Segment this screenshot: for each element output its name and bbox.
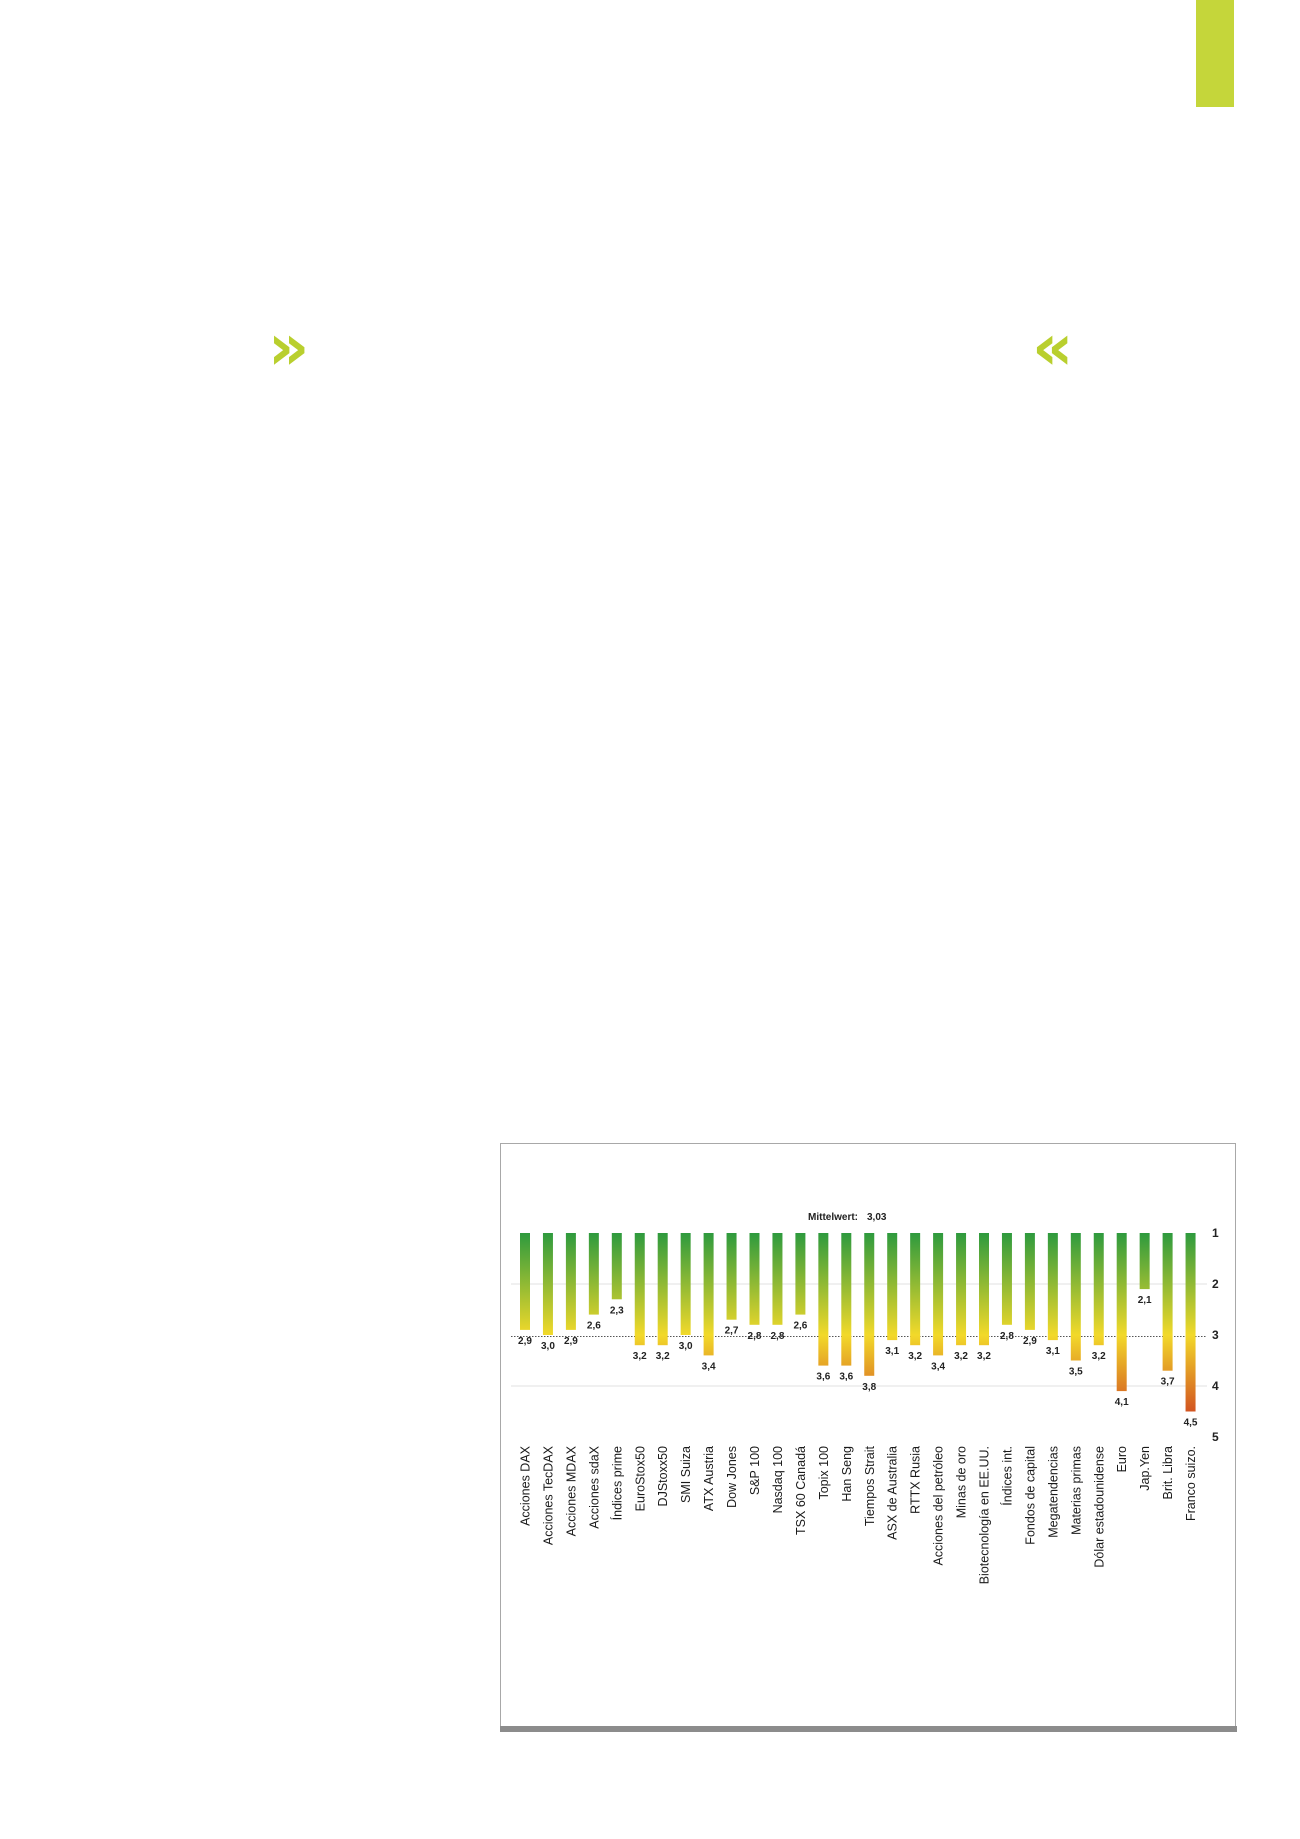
y-tick-label: 5 <box>1212 1430 1219 1444</box>
category-labels <box>519 1445 1199 1584</box>
y-tick-label: 3 <box>1212 1328 1219 1342</box>
value-label: 2,8 <box>999 1330 1014 1342</box>
bar <box>841 1233 851 1366</box>
category-label: Acciones sdaX <box>587 1446 602 1529</box>
bar <box>887 1233 897 1340</box>
chart-frame <box>500 1143 1236 1729</box>
value-label: 2,6 <box>586 1320 601 1332</box>
bar <box>1071 1233 1081 1361</box>
bar <box>658 1233 668 1345</box>
bar <box>1025 1233 1035 1330</box>
bar <box>1002 1233 1012 1325</box>
value-label: 2,9 <box>1022 1335 1037 1347</box>
category-label: Acciones TecDAX <box>541 1446 556 1546</box>
bar <box>1186 1233 1196 1412</box>
bar <box>1117 1233 1127 1391</box>
value-label: 3,4 <box>701 1361 716 1373</box>
value-label: 3,2 <box>1091 1351 1106 1363</box>
value-label: 3,2 <box>977 1351 991 1363</box>
y-tick-label: 2 <box>1212 1277 1219 1291</box>
category-label: TSX 60 Canadá <box>793 1446 808 1535</box>
bars <box>520 1233 1196 1412</box>
category-label: SMI Suiza <box>679 1446 694 1503</box>
bar <box>1094 1233 1104 1345</box>
category-label: S&P 100 <box>748 1446 762 1496</box>
bar <box>750 1233 760 1325</box>
bar <box>704 1233 714 1355</box>
bar <box>1048 1233 1058 1340</box>
bar <box>1163 1233 1173 1371</box>
mean-value: 3,03 <box>867 1212 887 1223</box>
bar <box>612 1233 622 1299</box>
category-label: Fondos de capital <box>1023 1446 1038 1545</box>
bar <box>910 1233 920 1345</box>
bar <box>635 1233 645 1345</box>
bar <box>979 1233 989 1345</box>
bar <box>520 1233 530 1330</box>
value-label: 2,1 <box>1137 1295 1152 1307</box>
value-label: 3,0 <box>678 1341 693 1352</box>
value-label: 2,3 <box>609 1305 624 1317</box>
bar <box>818 1233 828 1366</box>
bar <box>864 1233 874 1376</box>
accent-tab <box>1196 0 1234 107</box>
category-label: ASX de Australia <box>885 1446 900 1540</box>
value-label: 4,5 <box>1183 1417 1198 1429</box>
category-label: RTTX Rusia <box>908 1446 923 1514</box>
category-label: EuroStox50 <box>633 1446 648 1512</box>
value-label: 3,6 <box>816 1371 831 1383</box>
value-label: 3,2 <box>632 1351 647 1363</box>
category-label: Dow Jones <box>725 1446 740 1508</box>
category-label: Acciones del petróleo <box>931 1446 946 1566</box>
category-label: Materias primas <box>1069 1446 1084 1535</box>
category-label: Brit. Libra <box>1161 1446 1176 1500</box>
category-label: Minas de oro <box>954 1446 969 1519</box>
close-quote-mark: « <box>1032 311 1074 385</box>
category-label: DJStoxx50 <box>656 1446 671 1507</box>
category-label: Índices prime <box>610 1446 625 1521</box>
open-quote-mark: » <box>268 311 310 385</box>
category-label: ATX Austria <box>702 1446 717 1512</box>
bar <box>681 1233 691 1335</box>
category-label: Topix 100 <box>816 1446 831 1500</box>
bar <box>543 1233 553 1335</box>
category-label: Euro <box>1115 1446 1130 1473</box>
value-label: 3,6 <box>839 1371 854 1383</box>
value-label: 2,9 <box>518 1335 532 1347</box>
value-label: 3,2 <box>954 1351 969 1363</box>
bar <box>772 1233 782 1325</box>
bar <box>566 1233 576 1330</box>
bar <box>933 1233 943 1355</box>
category-label: Acciones DAX <box>518 1446 533 1526</box>
category-label: Acciones MDAX <box>564 1446 579 1537</box>
value-label: 3,2 <box>655 1351 670 1363</box>
bar <box>956 1233 966 1345</box>
value-label: 2,8 <box>747 1330 762 1342</box>
bar <box>589 1233 599 1315</box>
y-tick-label: 1 <box>1212 1226 1219 1240</box>
category-label: Índices int. <box>1000 1446 1015 1506</box>
value-label: 3,1 <box>885 1346 900 1358</box>
value-label: 4,1 <box>1114 1397 1129 1409</box>
chart-base-line <box>500 1726 1237 1732</box>
value-label: 3,5 <box>1068 1366 1083 1378</box>
bar-chart <box>501 1144 1235 1728</box>
category-label: Nasdaq 100 <box>770 1446 785 1514</box>
value-label: 3,1 <box>1045 1346 1060 1358</box>
value-label: 2,6 <box>793 1320 808 1332</box>
value-label: 3,8 <box>862 1381 877 1393</box>
value-label: 3,2 <box>908 1351 923 1363</box>
bar <box>1140 1233 1150 1289</box>
category-label: Han Seng <box>839 1446 854 1502</box>
category-label: Franco suizo. <box>1184 1446 1199 1522</box>
mean-annotation <box>808 1212 887 1223</box>
value-label: 2,8 <box>770 1330 785 1342</box>
y-tick-label: 4 <box>1212 1379 1219 1393</box>
bar <box>727 1233 737 1320</box>
value-label: 2,7 <box>724 1325 739 1337</box>
bar <box>795 1233 805 1315</box>
value-label: 3,0 <box>540 1341 555 1352</box>
category-label: Biotecnología en EE.UU. <box>977 1446 992 1585</box>
category-label: Dólar estadounidense <box>1092 1446 1107 1568</box>
mean-label: Mittelwert: <box>808 1212 858 1223</box>
y-axis-ticks <box>1212 1226 1219 1444</box>
category-label: Jap.Yen <box>1138 1446 1153 1491</box>
value-label: 3,7 <box>1160 1376 1175 1388</box>
value-label: 2,9 <box>563 1335 578 1347</box>
category-label: Megatendencias <box>1046 1446 1061 1538</box>
value-label: 3,4 <box>931 1361 946 1373</box>
category-label: Tiempos Strait <box>862 1446 877 1527</box>
